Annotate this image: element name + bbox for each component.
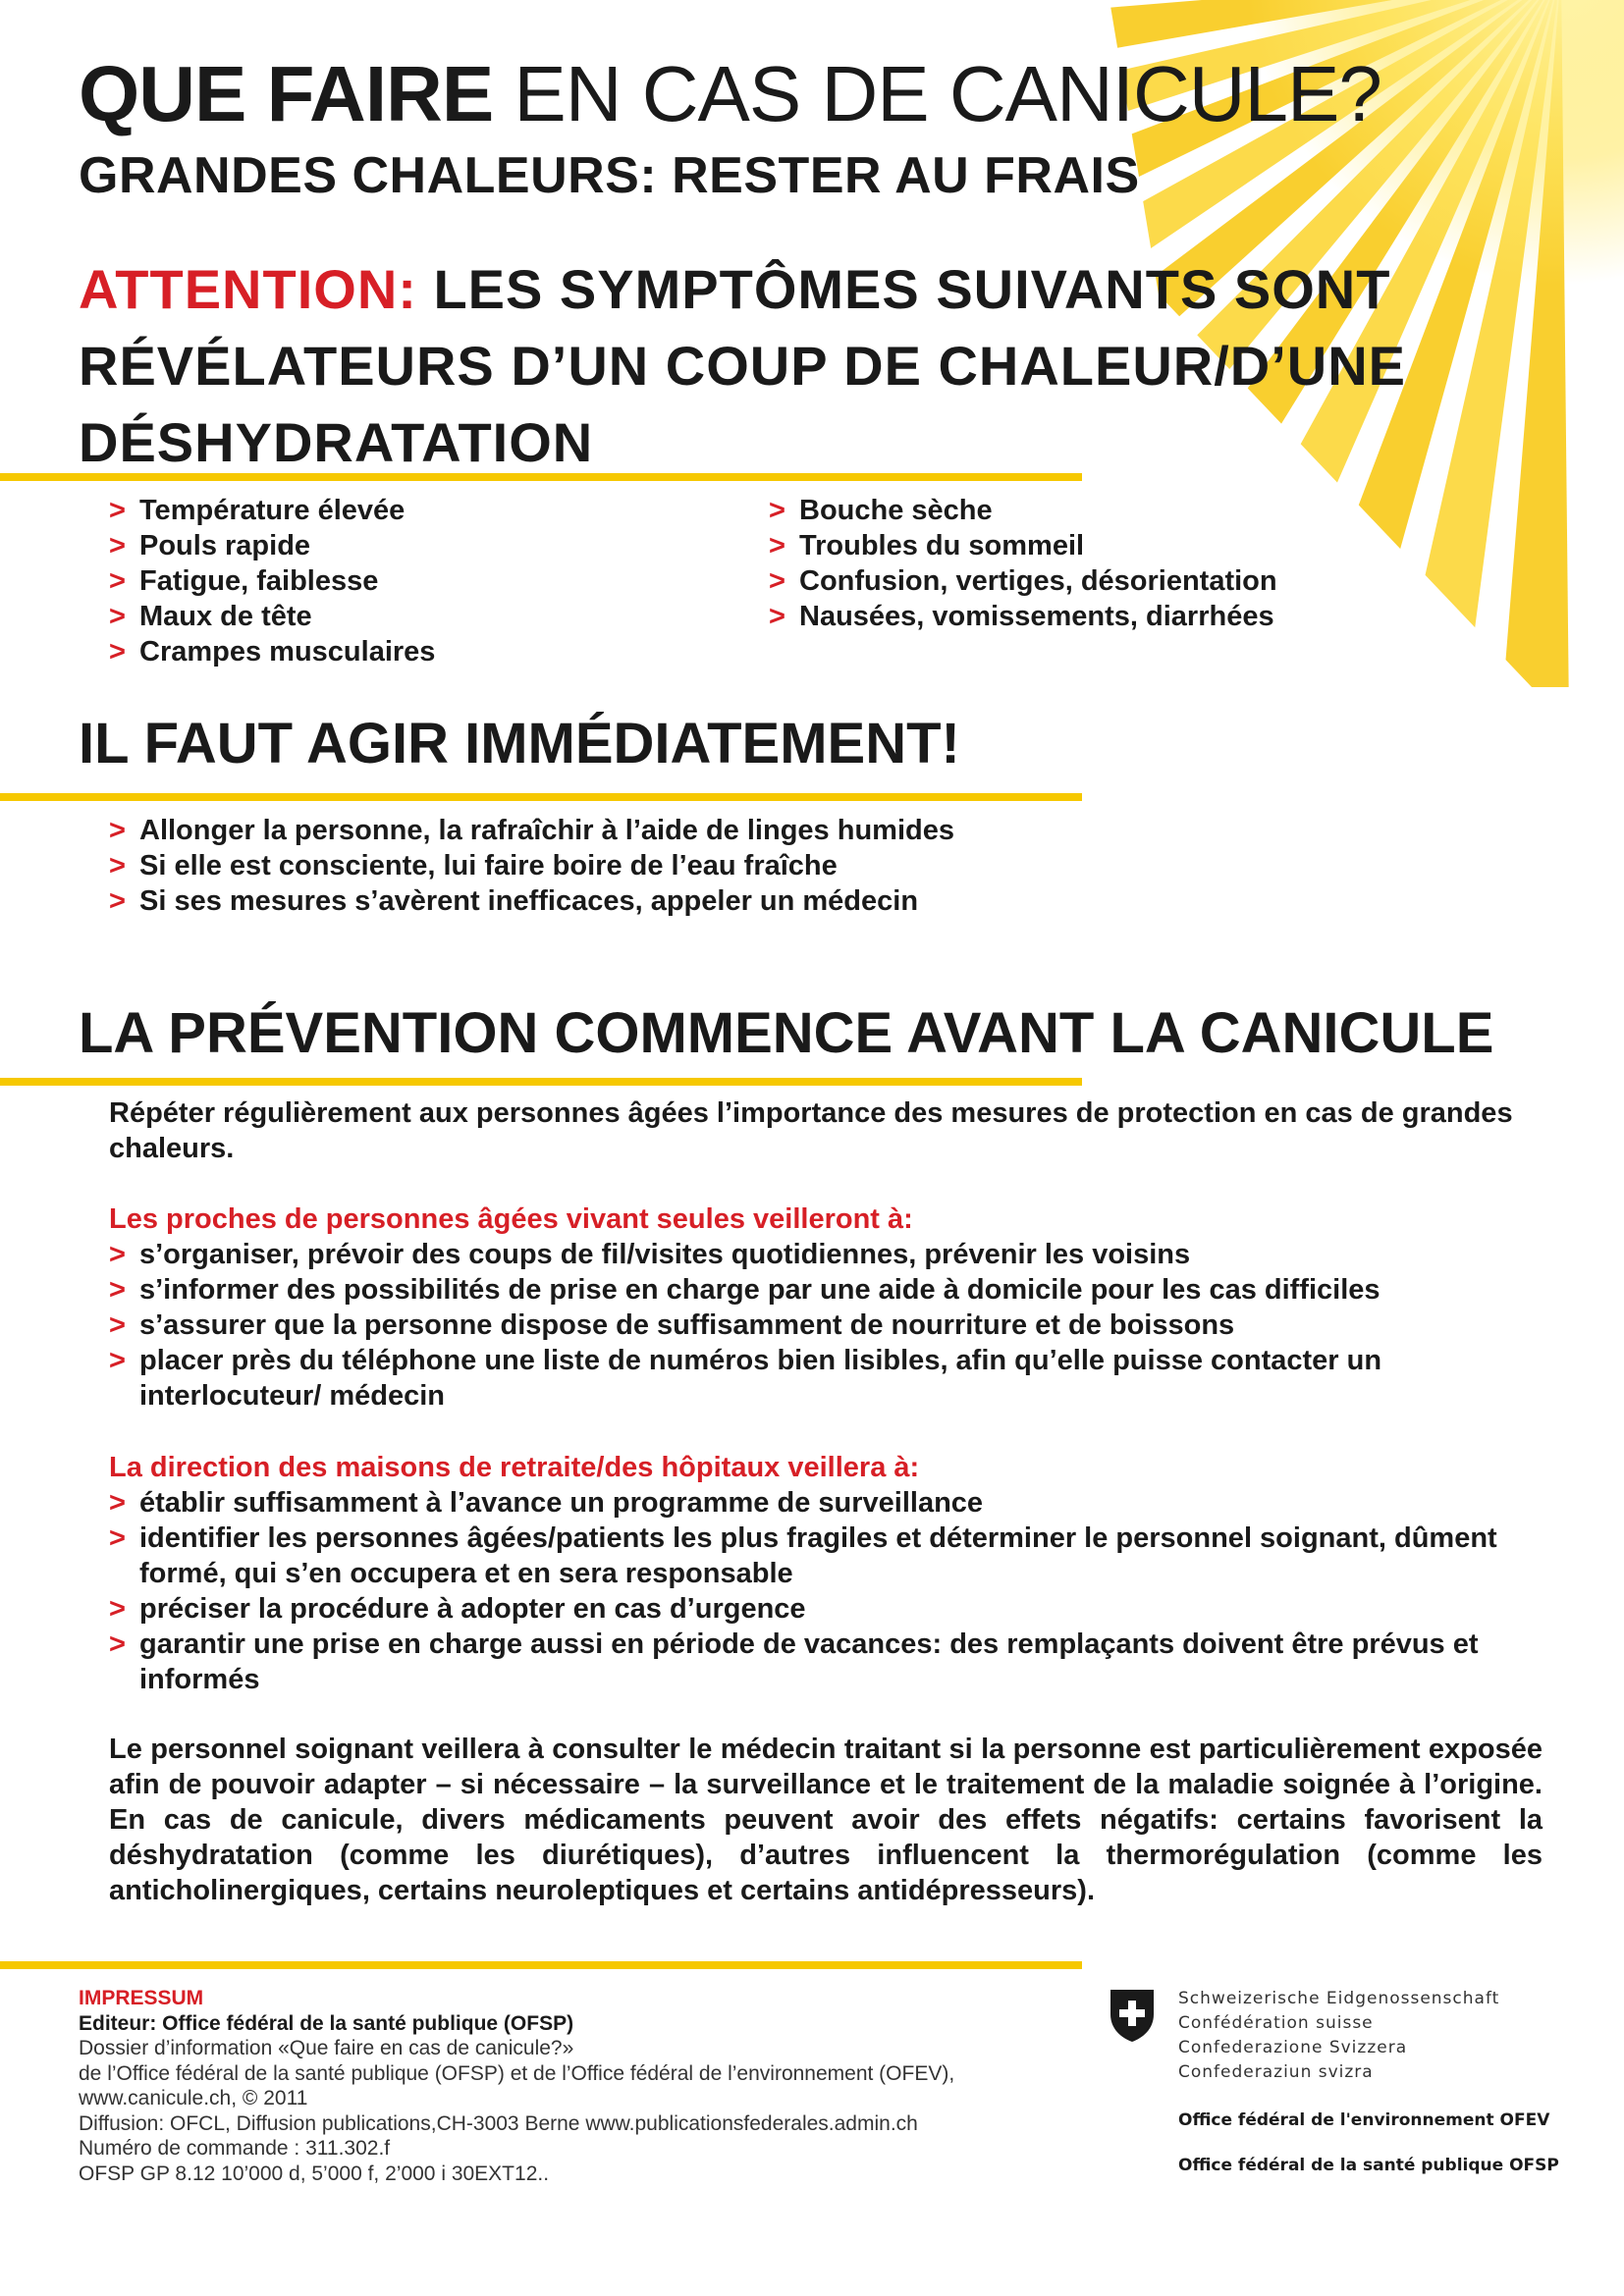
list-item <box>109 1521 1533 1591</box>
chevron-right-icon: > <box>769 495 785 526</box>
list-item <box>109 1485 1533 1521</box>
list-item-text: Nausées, vomissements, diarrhées <box>799 601 1274 632</box>
prevention-intro: Répéter régulièrement aux personnes âgées l’importance des mesures de protection en cas de grandes chaleurs. <box>109 1097 1513 1164</box>
chevron-right-icon: > <box>769 601 785 632</box>
list-item-text: s’assurer que la personne dispose de suffisamment de nourriture et de boissons <box>139 1309 1235 1341</box>
staff-paragraph: Le personnel soignant veillera à consulter le médecin traitant si la personne est particulièrement exposée afin de pouvoir adapter – si nécessaire – la surveillance et le traitement de la maladie soignée à l’origine. En cas de canicule, divers médicaments peuvent avoir des effets négatifs: certains favorisent la déshydratation (comme les diurétiques), d’autres influencent la thermorégulation (comme les anticholinergiques, certains neuroleptiques et certains antidépresseurs). <box>109 1734 1543 1906</box>
yellow-divider <box>0 1961 1082 1969</box>
page-subtitle: GRANDES CHALEURS: RESTER AU FRAIS <box>79 147 1140 204</box>
prevention-heading: LA PRÉVENTION COMMENCE AVANT LA CANICULE <box>79 1001 1494 1065</box>
list-item-text: garantir une prise en charge aussi en période de vacances: des remplaçants doivent être prévus et informés <box>139 1629 1479 1695</box>
yellow-divider <box>0 793 1082 801</box>
impressum-line: Diffusion: OFCL, Diffusion publications,CH-3003 Berne www.publicationsfederales.admin.ch <box>79 2111 918 2135</box>
chevron-right-icon: > <box>109 885 126 917</box>
impressum-editor: Editeur: Office fédéral de la santé publique (OFSP) <box>79 2011 574 2035</box>
list-item-text: Si ses mesures s’avèrent inefficaces, appeler un médecin <box>139 885 919 917</box>
office-environment: Office fédéral de l'environnement OFEV <box>1178 2110 1550 2130</box>
list-item-text: Crampes musculaires <box>139 636 436 667</box>
chevron-right-icon: > <box>109 565 126 597</box>
list-item <box>109 1627 1533 1697</box>
impressum-line: Numéro de commande : 311.302.f <box>79 2137 391 2160</box>
list-item <box>109 1272 1533 1308</box>
impressum-heading: IMPRESSUM <box>79 1987 204 2009</box>
list-item-text: établir suffisamment à l’avance un programme de surveillance <box>139 1487 984 1519</box>
chevron-right-icon: > <box>109 1522 126 1554</box>
relatives-list <box>109 1237 1533 1414</box>
chevron-right-icon: > <box>109 815 126 846</box>
list-item <box>109 634 737 669</box>
list-item-text: Troubles du sommeil <box>799 530 1085 561</box>
list-item-text: s’organiser, prévoir des coups de fil/visites quotidiennes, prévenir les voisins <box>139 1239 1191 1270</box>
list-item <box>109 813 1385 848</box>
chevron-right-icon: > <box>769 565 785 597</box>
list-item-text: Allonger la personne, la rafraîchir à l’aide de linges humides <box>139 815 954 846</box>
list-item <box>109 883 1385 919</box>
list-item <box>109 1591 1533 1627</box>
chevron-right-icon: > <box>109 530 126 561</box>
homes-heading: La direction des maisons de retraite/des hôpitaux veillera à: <box>109 1452 920 1483</box>
list-item-text: Si elle est consciente, lui faire boire de l’eau fraîche <box>139 850 838 881</box>
federal-names <box>1178 1987 1591 2085</box>
symptoms-list-left <box>109 493 737 669</box>
list-item-text: Maux de tête <box>139 601 312 632</box>
title-light: EN CAS DE CANICULE? <box>493 50 1381 137</box>
yellow-divider <box>0 473 1082 481</box>
list-item <box>109 1237 1533 1272</box>
chevron-right-icon: > <box>109 1345 126 1376</box>
federal-name: Confederazione Svizzera <box>1178 2038 1408 2057</box>
chevron-right-icon: > <box>109 495 126 526</box>
list-item <box>109 1308 1533 1343</box>
list-item-text: Fatigue, faiblesse <box>139 565 379 597</box>
relatives-heading: Les proches de personnes âgées vivant seules veilleront à: <box>109 1203 913 1235</box>
chevron-right-icon: > <box>769 530 785 561</box>
impressum-line: OFSP GP 8.12 10’000 d, 5’000 f, 2’000 i 30EXT12.. <box>79 2162 550 2185</box>
yellow-divider <box>0 1078 1082 1086</box>
list-item <box>109 563 737 599</box>
list-item-text: Bouche sèche <box>799 495 993 526</box>
impressum-line: Dossier d’information «Que faire en cas de canicule?» <box>79 2037 574 2059</box>
chevron-right-icon: > <box>109 850 126 881</box>
chevron-right-icon: > <box>109 601 126 632</box>
office-health: Office fédéral de la santé publique OFSP <box>1178 2156 1559 2175</box>
list-item <box>109 848 1385 883</box>
list-item-text: Confusion, vertiges, désorientation <box>799 565 1277 597</box>
chevron-right-icon: > <box>109 1239 126 1270</box>
list-item <box>769 599 1476 634</box>
symptoms-list-right <box>769 493 1476 634</box>
list-item <box>769 493 1476 528</box>
attention-heading <box>79 251 1571 481</box>
federal-name: Confédération suisse <box>1178 2013 1374 2033</box>
impressum-line: de l’Office fédéral de la santé publique (OFSP) et de l’Office fédéral de l’environnement (OFEV), <box>79 2061 955 2085</box>
federal-name: Confederaziun svizra <box>1178 2062 1374 2082</box>
attention-label: ATTENTION: <box>79 258 417 320</box>
chevron-right-icon: > <box>109 636 126 667</box>
swiss-coat-of-arms-icon <box>1108 1987 1157 2044</box>
list-item <box>769 528 1476 563</box>
title-bold: QUE FAIRE <box>79 50 494 137</box>
list-item <box>109 1343 1533 1414</box>
action-list <box>109 813 1385 919</box>
chevron-right-icon: > <box>109 1309 126 1341</box>
homes-list <box>109 1485 1533 1697</box>
impressum-line: www.canicule.ch, © 2011 <box>79 2087 308 2109</box>
list-item-text: identifier les personnes âgées/patients les plus fragiles et déterminer le personnel soignant, dûment formé, qui s’en occupera et en sera responsable <box>139 1522 1497 1589</box>
list-item <box>769 563 1476 599</box>
list-item-text: s’informer des possibilités de prise en charge par une aide à domicile pour les cas difficiles <box>139 1274 1380 1306</box>
list-item-text: préciser la procédure à adopter en cas d’urgence <box>139 1593 806 1625</box>
impressum <box>79 1986 954 2186</box>
list-item-text: placer près du téléphone une liste de numéros bien lisibles, afin qu’elle puisse contacter un interlocuteur/ médecin <box>139 1345 1382 1412</box>
list-item <box>109 493 737 528</box>
federal-name: Schweizerische Eidgenossenschaft <box>1178 1989 1500 2008</box>
chevron-right-icon: > <box>109 1487 126 1519</box>
chevron-right-icon: > <box>109 1274 126 1306</box>
action-heading: IL FAUT AGIR IMMÉDIATEMENT! <box>79 712 960 775</box>
chevron-right-icon: > <box>109 1629 126 1660</box>
chevron-right-icon: > <box>109 1593 126 1625</box>
attention-text: LES SYMPTÔMES SUIVANTS SONT RÉVÉLATEURS D’UN COUP DE CHALEUR/D’UNE DÉSHYDRATATION <box>79 258 1407 473</box>
list-item-text: Pouls rapide <box>139 530 311 561</box>
list-item-text: Température élevée <box>139 495 406 526</box>
list-item <box>109 528 737 563</box>
list-item <box>109 599 737 634</box>
page-title <box>79 51 1381 137</box>
